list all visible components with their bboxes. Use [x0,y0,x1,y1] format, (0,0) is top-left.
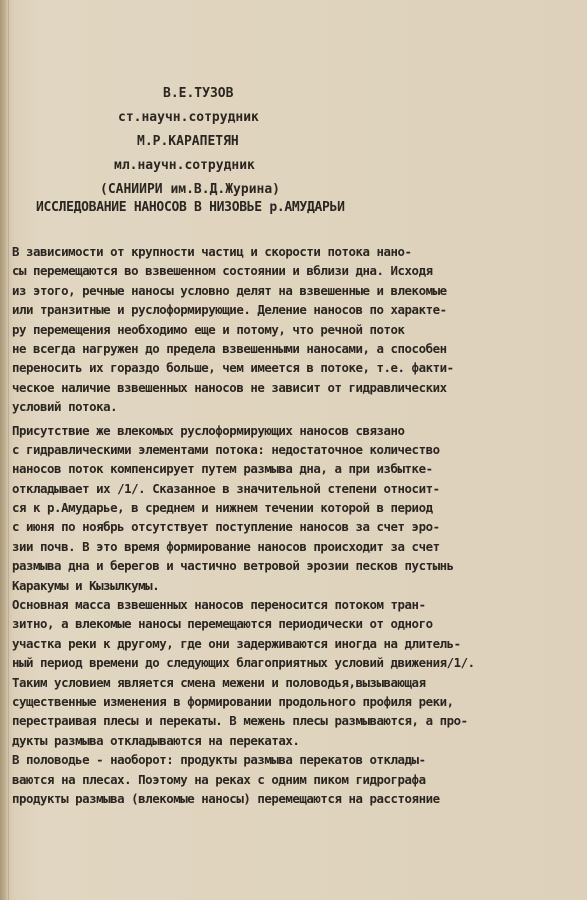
text-line: В зависимости от крупности частиц и скорости потока нано- [12,244,412,259]
paragraph-3 [12,595,582,750]
text-line: не всегда нагружен до предела взвешенными наносами, а способен [12,340,447,356]
organization: (САНИИРИ им.В.Д.Журина) [100,182,281,197]
text-line: Таким условием является смена межени и половодья,вызывающая [12,674,426,690]
author-position-1: ст.научн.сотрудник [118,110,259,125]
text-line: с гидравлическими элементами потока: недостаточное количество [12,441,440,457]
text-line: ся к р.Амударье, в среднем и нижнем течении которой в период [12,500,433,516]
author-name-1: В.Е.ТУЗОВ [163,86,234,101]
text-line: Присутствие же влекомых руслоформирующих наносов связано [12,422,405,438]
text-line: наносов поток компенсирует путем размыва дна, а при избытке- [12,461,433,477]
text-line: дукты размыва откладываются на перекатах. [12,732,300,748]
text-line: Каракумы и Кызылкумы. [12,577,160,593]
text-line: или транзитные и руслоформирующие. Деление наносов по характе- [12,302,447,318]
text-line: ческое наличие взвешенных наносов не зависит от гидравлических [12,379,447,395]
text-line: ру перемещения необходимо еще и потому, что речной поток [12,321,405,337]
text-line: условий потока. [12,399,118,415]
text-line: продукты размыва (влекомые наносы) перемещаются на расстояние [12,790,440,806]
text-line: ный период времени до следующих благоприятных условий движения/1/. [12,655,475,671]
text-line: Основная масса взвешенных наносов переносится потоком тран- [12,597,426,613]
paragraph-2 [12,421,582,596]
paragraph-1 [12,242,582,417]
paragraph-4 [12,750,582,808]
text-line: зии почв. В это время формирование наносов происходит за счет [12,538,440,554]
document-title: ИССЛЕДОВАНИЕ НАНОСОВ В НИЗОВЬЕ р.АМУДАРЬИ [36,200,345,215]
text-line: В половодье - наоборот: продукты размыва перекатов отклады- [12,752,426,768]
author-position-2: мл.научн.сотрудник [114,158,255,173]
text-line: размыва дна и берегов и частично ветровой эрозии песков пустынь [12,558,454,574]
text-line: сы перемещаются во взвешенном состоянии и вблизи дна. Исходя [12,263,433,279]
text-line: ваются на плесах. Поэтому на реках с одним пиком гидрографа [12,771,426,787]
text-line: переносить их гораздо больше, чем имеется в потоке, т.е. факти- [12,360,454,376]
body-text [12,242,582,808]
text-line: откладывает их /1/. Сказанное в значительной степени относит- [12,480,440,496]
text-line: участка реки к другому, где они задерживаются иногда на длитель- [12,635,461,651]
text-line: с июня по ноябрь отсутствует поступление наносов за счет эро- [12,519,440,535]
text-line: зитно, а влекомые наносы перемещаются периодически от одного [12,616,433,632]
authors-block [0,82,587,202]
author-name-2: М.Р.КАРАПЕТЯН [137,134,239,149]
text-line: из этого, речные наносы условно делят на взвешенные и влекомые [12,282,447,298]
text-line: перестраивая плесы и перекаты. В межень плесы размываются, а про- [12,713,468,729]
text-line: существенные изменения в формировании продольного профиля реки, [12,693,454,709]
